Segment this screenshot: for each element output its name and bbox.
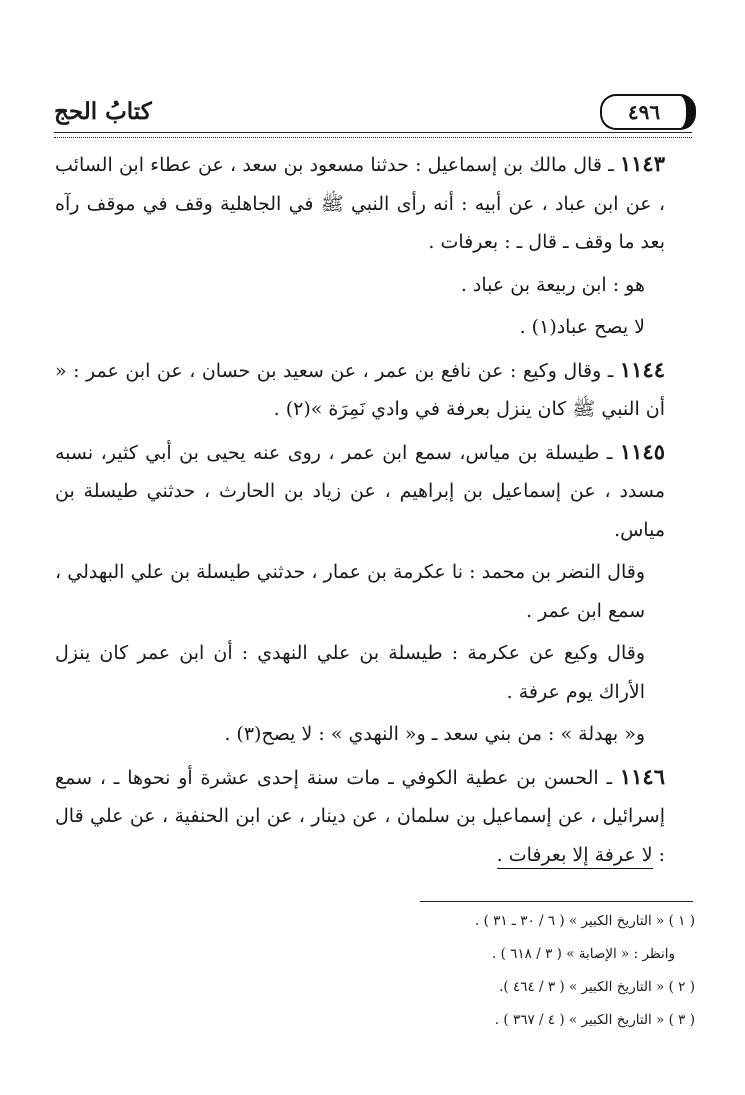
main-text [55,145,691,874]
entry-number: ١١٤٣ [619,151,665,176]
entry-1146 [55,758,691,875]
entry-number: ١١٤٤ [619,356,665,382]
entry-1143 [55,145,691,262]
footnote: ( ٢ ) « التاريخ الكبير » ( ٣ / ٤٦٤ ). [499,979,695,995]
entry-1144 [55,351,691,429]
entry-number: ١١٤٦ [619,763,665,789]
page-number: ٤٩٦ [627,100,661,124]
footnote: وانظر : « الإصابة » ( ٣ / ٦١٨ ) . [492,946,675,962]
footnote: ( ١ ) « التاريخ الكبير » ( ٦ / ٣٠ ـ ٣١ ) . [474,913,695,929]
entry-text: ـ قال مالك بن إسماعيل : حدثنا مسعود بن سعد ، عن عطاء ابن السائب ، عن ابن عباد ، عن أبيه : أنه رأى النبي ﷺ في الجاهلية وقف في موقف رآه بعد ما وقف ـ قال ـ : بعرفات . [55,154,665,253]
underlined-quote: لا عرفة إلا بعرفات . [497,844,653,869]
footnotes [150,905,695,1037]
entry-1145 [55,433,691,550]
entry-note: و« بهدلة » : من بني سعد ـ و« النهدي » : لا يصح(٣) . [224,723,645,745]
entry-note: وقال النضر بن محمد : نا عكرمة بن عمار ، حدثني طيسلة بن علي البهدلي ، سمع ابن عمر . [55,561,645,622]
footnote: ( ٣ ) « التاريخ الكبير » ( ٤ / ٣٦٧ ) . [494,1012,695,1028]
entry-number: ١١٤٥ [619,438,665,464]
entry-note: وقال وكيع عن عكرمة : طيسلة بن علي النهدي : أن ابن عمر كان ينزل الأراك يوم عرفة . [55,642,645,703]
entry-text: ـ وقال وكيع : عن نافع بن عمر ، عن سعيد بن حسان ، عن ابن عمر : « أن النبي ﷺ كان ينزل بعرفة في وادي نَمِرَة »(٢) . [55,359,665,420]
page-number-badge [600,94,696,130]
book-title: كتابُ الحج [54,98,152,125]
entry-note: لا يصح عباد(١) . [519,316,645,338]
page-header [50,92,696,140]
footnote-rule [420,901,693,902]
entry-text: ـ طيسلة بن مياس، سمع ابن عمر ، روى عنه يحيى بن أبي كثير، نسبه مسدد ، عن إسماعيل بن إبراهيم ، عن زياد بن الحارث ، حدثني طيسلة بن مياس. [55,441,665,541]
header-rule [54,132,692,138]
entry-note: هو : ابن ربيعة بن عباد . [460,273,645,296]
entry-text: ـ الحسن بن عطية الكوفي ـ مات سنة إحدى عشرة أو نحوها ـ ، سمع إسرائيل ، عن إسماعيل بن سلمان ، عن دينار ، عن ابن الحنفية ، عن علي قال : [55,766,665,866]
